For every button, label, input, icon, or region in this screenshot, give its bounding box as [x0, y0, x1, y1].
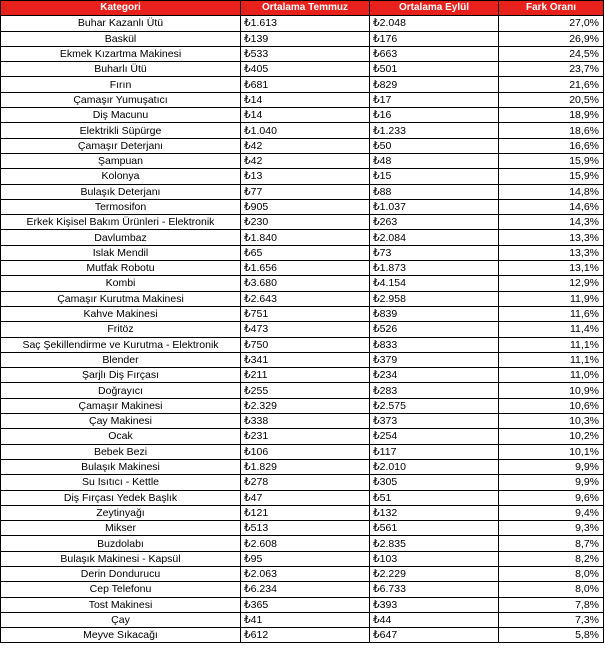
- table-body: [1, 16, 604, 643]
- cell-fark-orani: 27,0%: [499, 16, 604, 31]
- table-row: [1, 383, 604, 398]
- table-row: [1, 628, 604, 643]
- table-row: [1, 551, 604, 566]
- cell-fark-orani: 18,9%: [499, 108, 604, 123]
- table-row: [1, 475, 604, 490]
- cell-ortalama-eylul: ₺4.154: [370, 276, 499, 291]
- cell-ortalama-eylul: ₺6.733: [370, 582, 499, 597]
- cell-ortalama-temmuz: ₺513: [241, 521, 370, 536]
- cell-kategori: Çay: [1, 612, 241, 627]
- cell-kategori: Buzdolabı: [1, 536, 241, 551]
- table-row: [1, 490, 604, 505]
- cell-ortalama-eylul: ₺829: [370, 77, 499, 92]
- cell-kategori: Tost Makinesi: [1, 597, 241, 612]
- cell-kategori: Elektrikli Süpürge: [1, 123, 241, 138]
- cell-ortalama-temmuz: ₺1.840: [241, 230, 370, 245]
- cell-ortalama-eylul: ₺2.835: [370, 536, 499, 551]
- cell-kategori: Erkek Kişisel Bakım Ürünleri - Elektronik: [1, 215, 241, 230]
- table-row: [1, 169, 604, 184]
- cell-ortalama-temmuz: ₺13: [241, 169, 370, 184]
- table-row: [1, 31, 604, 46]
- table-row: [1, 261, 604, 276]
- cell-fark-orani: 11,1%: [499, 337, 604, 352]
- cell-fark-orani: 18,6%: [499, 123, 604, 138]
- cell-fark-orani: 11,4%: [499, 322, 604, 337]
- table-row: [1, 276, 604, 291]
- cell-ortalama-temmuz: ₺1.656: [241, 261, 370, 276]
- cell-fark-orani: 8,0%: [499, 582, 604, 597]
- cell-fark-orani: 10,1%: [499, 444, 604, 459]
- cell-ortalama-eylul: ₺526: [370, 322, 499, 337]
- cell-fark-orani: 7,8%: [499, 597, 604, 612]
- table-row: [1, 138, 604, 153]
- cell-kategori: Bulaşık Makinesi - Kapsül: [1, 551, 241, 566]
- table-row: [1, 582, 604, 597]
- cell-ortalama-eylul: ₺51: [370, 490, 499, 505]
- cell-fark-orani: 9,9%: [499, 459, 604, 474]
- cell-ortalama-eylul: ₺373: [370, 414, 499, 429]
- cell-kategori: Çay Makinesi: [1, 414, 241, 429]
- header-fark-orani: Fark Oranı: [499, 1, 604, 16]
- cell-ortalama-eylul: ₺263: [370, 215, 499, 230]
- cell-kategori: Blender: [1, 352, 241, 367]
- cell-kategori: Mikser: [1, 521, 241, 536]
- cell-ortalama-temmuz: ₺533: [241, 46, 370, 61]
- cell-fark-orani: 10,3%: [499, 414, 604, 429]
- cell-fark-orani: 8,7%: [499, 536, 604, 551]
- cell-kategori: Çamaşır Makinesi: [1, 398, 241, 413]
- table-row: [1, 184, 604, 199]
- table-row: [1, 108, 604, 123]
- cell-fark-orani: 24,5%: [499, 46, 604, 61]
- cell-kategori: Derin Dondurucu: [1, 566, 241, 581]
- cell-ortalama-temmuz: ₺2.608: [241, 536, 370, 551]
- header-ortalama-eylul: Ortalama Eylül: [370, 1, 499, 16]
- cell-ortalama-eylul: ₺2.229: [370, 566, 499, 581]
- table-row: [1, 505, 604, 520]
- cell-fark-orani: 14,3%: [499, 215, 604, 230]
- cell-fark-orani: 15,9%: [499, 153, 604, 168]
- cell-fark-orani: 11,0%: [499, 368, 604, 383]
- table-row: [1, 16, 604, 31]
- cell-ortalama-temmuz: ₺139: [241, 31, 370, 46]
- header-ortalama-temmuz: Ortalama Temmuz: [241, 1, 370, 16]
- cell-fark-orani: 13,3%: [499, 245, 604, 260]
- header-kategori: Kategori: [1, 1, 241, 16]
- cell-kategori: Çamaşır Deterjanı: [1, 138, 241, 153]
- cell-fark-orani: 5,8%: [499, 628, 604, 643]
- table-row: [1, 536, 604, 551]
- cell-ortalama-eylul: ₺44: [370, 612, 499, 627]
- cell-fark-orani: 9,3%: [499, 521, 604, 536]
- table-row: [1, 123, 604, 138]
- cell-ortalama-eylul: ₺48: [370, 153, 499, 168]
- cell-ortalama-temmuz: ₺3.680: [241, 276, 370, 291]
- cell-kategori: Kahve Makinesi: [1, 306, 241, 321]
- cell-ortalama-temmuz: ₺42: [241, 138, 370, 153]
- table-row: [1, 62, 604, 77]
- table-row: [1, 77, 604, 92]
- cell-kategori: Zeytinyağı: [1, 505, 241, 520]
- table-row: [1, 245, 604, 260]
- cell-ortalama-temmuz: ₺47: [241, 490, 370, 505]
- cell-fark-orani: 9,4%: [499, 505, 604, 520]
- table-row: [1, 337, 604, 352]
- cell-ortalama-temmuz: ₺473: [241, 322, 370, 337]
- cell-fark-orani: 21,6%: [499, 77, 604, 92]
- cell-kategori: Ekmek Kızartma Makinesi: [1, 46, 241, 61]
- cell-ortalama-temmuz: ₺231: [241, 429, 370, 444]
- cell-ortalama-eylul: ₺16: [370, 108, 499, 123]
- cell-fark-orani: 9,9%: [499, 475, 604, 490]
- cell-ortalama-eylul: ₺2.010: [370, 459, 499, 474]
- cell-kategori: Diş Fırçası Yedek Başlık: [1, 490, 241, 505]
- cell-fark-orani: 8,0%: [499, 566, 604, 581]
- cell-ortalama-eylul: ₺1.873: [370, 261, 499, 276]
- cell-fark-orani: 14,8%: [499, 184, 604, 199]
- cell-kategori: Doğrayıcı: [1, 383, 241, 398]
- table-row: [1, 199, 604, 214]
- cell-fark-orani: 13,1%: [499, 261, 604, 276]
- cell-kategori: Şampuan: [1, 153, 241, 168]
- cell-kategori: Termosifon: [1, 199, 241, 214]
- cell-kategori: Çamaşır Kurutma Makinesi: [1, 291, 241, 306]
- table-row: [1, 46, 604, 61]
- cell-ortalama-temmuz: ₺681: [241, 77, 370, 92]
- cell-kategori: Saç Şekillendirme ve Kurutma - Elektronik: [1, 337, 241, 352]
- cell-ortalama-eylul: ₺254: [370, 429, 499, 444]
- cell-ortalama-temmuz: ₺42: [241, 153, 370, 168]
- cell-ortalama-eylul: ₺73: [370, 245, 499, 260]
- cell-ortalama-temmuz: ₺211: [241, 368, 370, 383]
- table-row: [1, 352, 604, 367]
- cell-kategori: Cep Telefonu: [1, 582, 241, 597]
- table-row: [1, 612, 604, 627]
- cell-kategori: Meyve Sıkacağı: [1, 628, 241, 643]
- cell-ortalama-temmuz: ₺751: [241, 306, 370, 321]
- cell-kategori: Fırın: [1, 77, 241, 92]
- cell-fark-orani: 12,9%: [499, 276, 604, 291]
- cell-kategori: Ocak: [1, 429, 241, 444]
- cell-kategori: Kolonya: [1, 169, 241, 184]
- cell-fark-orani: 20,5%: [499, 92, 604, 107]
- cell-ortalama-eylul: ₺117: [370, 444, 499, 459]
- cell-ortalama-eylul: ₺2.048: [370, 16, 499, 31]
- cell-ortalama-temmuz: ₺2.063: [241, 566, 370, 581]
- cell-kategori: Baskül: [1, 31, 241, 46]
- table-row: [1, 566, 604, 581]
- cell-fark-orani: 15,9%: [499, 169, 604, 184]
- table-row: [1, 291, 604, 306]
- cell-ortalama-temmuz: ₺6.234: [241, 582, 370, 597]
- cell-ortalama-temmuz: ₺750: [241, 337, 370, 352]
- cell-ortalama-eylul: ₺2.575: [370, 398, 499, 413]
- cell-fark-orani: 7,3%: [499, 612, 604, 627]
- table-row: [1, 215, 604, 230]
- cell-ortalama-temmuz: ₺905: [241, 199, 370, 214]
- cell-kategori: Diş Macunu: [1, 108, 241, 123]
- cell-ortalama-temmuz: ₺1.613: [241, 16, 370, 31]
- cell-ortalama-eylul: ₺1.037: [370, 199, 499, 214]
- table-row: [1, 398, 604, 413]
- cell-ortalama-temmuz: ₺230: [241, 215, 370, 230]
- cell-kategori: Islak Mendil: [1, 245, 241, 260]
- cell-ortalama-eylul: ₺839: [370, 306, 499, 321]
- cell-ortalama-temmuz: ₺41: [241, 612, 370, 627]
- cell-ortalama-temmuz: ₺77: [241, 184, 370, 199]
- cell-fark-orani: 9,6%: [499, 490, 604, 505]
- cell-ortalama-temmuz: ₺2.329: [241, 398, 370, 413]
- cell-fark-orani: 11,6%: [499, 306, 604, 321]
- cell-ortalama-temmuz: ₺341: [241, 352, 370, 367]
- cell-ortalama-temmuz: ₺278: [241, 475, 370, 490]
- cell-ortalama-eylul: ₺234: [370, 368, 499, 383]
- table-row: [1, 414, 604, 429]
- cell-fark-orani: 23,7%: [499, 62, 604, 77]
- cell-ortalama-temmuz: ₺14: [241, 108, 370, 123]
- table-row: [1, 306, 604, 321]
- cell-ortalama-temmuz: ₺121: [241, 505, 370, 520]
- cell-ortalama-eylul: ₺2.958: [370, 291, 499, 306]
- cell-ortalama-eylul: ₺501: [370, 62, 499, 77]
- cell-kategori: Su Isıtıcı - Kettle: [1, 475, 241, 490]
- cell-ortalama-temmuz: ₺1.829: [241, 459, 370, 474]
- cell-ortalama-eylul: ₺132: [370, 505, 499, 520]
- cell-kategori: Fritöz: [1, 322, 241, 337]
- cell-ortalama-temmuz: ₺2.643: [241, 291, 370, 306]
- cell-ortalama-temmuz: ₺65: [241, 245, 370, 260]
- cell-ortalama-temmuz: ₺95: [241, 551, 370, 566]
- cell-ortalama-temmuz: ₺1.040: [241, 123, 370, 138]
- cell-fark-orani: 26,9%: [499, 31, 604, 46]
- cell-ortalama-temmuz: ₺612: [241, 628, 370, 643]
- table-row: [1, 92, 604, 107]
- table-row: [1, 597, 604, 612]
- cell-fark-orani: 13,3%: [499, 230, 604, 245]
- cell-fark-orani: 14,6%: [499, 199, 604, 214]
- table-row: [1, 368, 604, 383]
- cell-ortalama-temmuz: ₺405: [241, 62, 370, 77]
- cell-fark-orani: 16,6%: [499, 138, 604, 153]
- table-row: [1, 459, 604, 474]
- cell-ortalama-eylul: ₺305: [370, 475, 499, 490]
- cell-fark-orani: 10,2%: [499, 429, 604, 444]
- cell-fark-orani: 11,9%: [499, 291, 604, 306]
- cell-ortalama-eylul: ₺88: [370, 184, 499, 199]
- cell-fark-orani: 10,9%: [499, 383, 604, 398]
- table-row: [1, 322, 604, 337]
- cell-kategori: Şarjlı Diş Fırçası: [1, 368, 241, 383]
- cell-ortalama-eylul: ₺833: [370, 337, 499, 352]
- cell-fark-orani: 11,1%: [499, 352, 604, 367]
- cell-kategori: Buhar Kazanlı Ütü: [1, 16, 241, 31]
- cell-ortalama-eylul: ₺2.084: [370, 230, 499, 245]
- cell-ortalama-eylul: ₺15: [370, 169, 499, 184]
- table-row: [1, 153, 604, 168]
- cell-kategori: Buharlı Ütü: [1, 62, 241, 77]
- cell-kategori: Bebek Bezi: [1, 444, 241, 459]
- cell-ortalama-eylul: ₺379: [370, 352, 499, 367]
- cell-ortalama-eylul: ₺103: [370, 551, 499, 566]
- cell-ortalama-eylul: ₺17: [370, 92, 499, 107]
- cell-ortalama-temmuz: ₺106: [241, 444, 370, 459]
- cell-kategori: Bulaşık Deterjanı: [1, 184, 241, 199]
- cell-kategori: Çamaşır Yumuşatıcı: [1, 92, 241, 107]
- cell-ortalama-temmuz: ₺338: [241, 414, 370, 429]
- cell-ortalama-eylul: ₺663: [370, 46, 499, 61]
- cell-ortalama-eylul: ₺561: [370, 521, 499, 536]
- cell-ortalama-temmuz: ₺14: [241, 92, 370, 107]
- cell-kategori: Bulaşık Makinesi: [1, 459, 241, 474]
- table-row: [1, 230, 604, 245]
- cell-ortalama-eylul: ₺647: [370, 628, 499, 643]
- cell-ortalama-eylul: ₺50: [370, 138, 499, 153]
- cell-ortalama-eylul: ₺283: [370, 383, 499, 398]
- cell-fark-orani: 10,6%: [499, 398, 604, 413]
- table-row: [1, 521, 604, 536]
- table-row: [1, 444, 604, 459]
- cell-fark-orani: 8,2%: [499, 551, 604, 566]
- cell-kategori: Kombi: [1, 276, 241, 291]
- cell-kategori: Davlumbaz: [1, 230, 241, 245]
- cell-ortalama-eylul: ₺393: [370, 597, 499, 612]
- cell-ortalama-temmuz: ₺365: [241, 597, 370, 612]
- table-row: [1, 429, 604, 444]
- cell-ortalama-eylul: ₺176: [370, 31, 499, 46]
- cell-ortalama-temmuz: ₺255: [241, 383, 370, 398]
- header-row: [1, 1, 604, 16]
- cell-ortalama-eylul: ₺1.233: [370, 123, 499, 138]
- cell-kategori: Mutfak Robotu: [1, 261, 241, 276]
